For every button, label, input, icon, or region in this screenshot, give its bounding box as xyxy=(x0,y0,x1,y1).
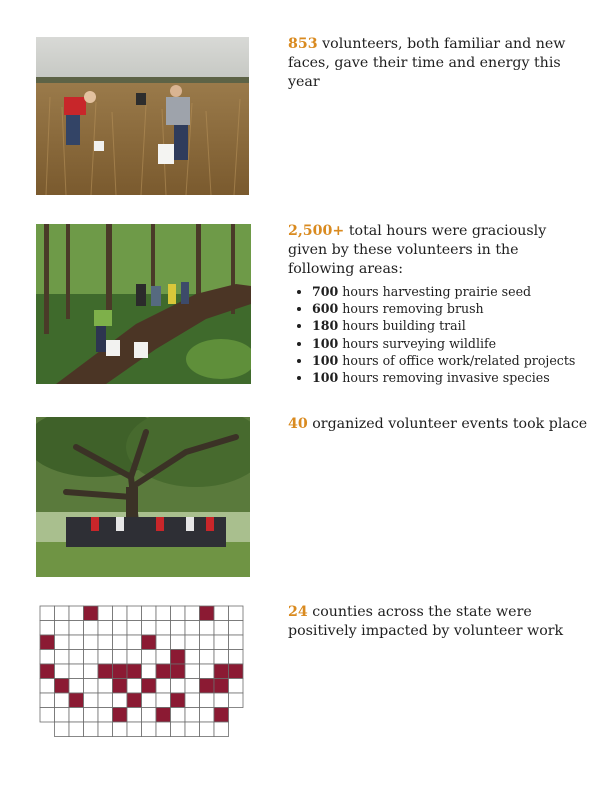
county xyxy=(98,722,113,737)
county xyxy=(84,621,99,636)
hours-value: 100 xyxy=(312,352,339,368)
hours-label: hours surveying wildlife xyxy=(338,335,497,351)
county xyxy=(185,708,200,723)
county xyxy=(40,693,55,708)
county xyxy=(156,693,171,708)
county xyxy=(185,693,200,708)
county-highlighted xyxy=(40,664,55,679)
county xyxy=(142,621,157,636)
hours-label: hours building trail xyxy=(338,318,466,334)
county xyxy=(113,606,128,621)
stat-number: 40 xyxy=(288,416,308,432)
county xyxy=(214,693,229,708)
county-highlighted xyxy=(142,635,157,650)
county xyxy=(113,650,128,665)
county xyxy=(55,664,70,679)
county xyxy=(229,650,244,665)
county xyxy=(171,621,186,636)
hours-value: 180 xyxy=(312,318,339,334)
photo-volunteer-group xyxy=(36,417,250,577)
county xyxy=(69,621,84,636)
county xyxy=(229,606,244,621)
county xyxy=(142,664,157,679)
county xyxy=(55,635,70,650)
county xyxy=(55,606,70,621)
list-item xyxy=(312,369,588,386)
stat-events xyxy=(288,415,588,434)
county xyxy=(69,722,84,737)
county xyxy=(171,606,186,621)
stat-counties xyxy=(288,603,588,641)
hours-value: 100 xyxy=(312,370,339,386)
county xyxy=(214,606,229,621)
county xyxy=(69,664,84,679)
county xyxy=(55,722,70,737)
stat-text: volunteers, both familiar and new faces, gave their time and energy this year xyxy=(288,36,566,90)
county xyxy=(40,708,55,723)
county xyxy=(200,650,215,665)
county xyxy=(214,635,229,650)
county-highlighted xyxy=(55,679,70,694)
county xyxy=(84,722,99,737)
county xyxy=(84,664,99,679)
county xyxy=(55,621,70,636)
county xyxy=(40,650,55,665)
county xyxy=(98,635,113,650)
county-highlighted xyxy=(113,708,128,723)
county xyxy=(156,635,171,650)
county xyxy=(156,606,171,621)
county xyxy=(185,621,200,636)
county xyxy=(113,722,128,737)
county xyxy=(229,635,244,650)
county xyxy=(156,650,171,665)
county xyxy=(84,693,99,708)
county xyxy=(142,606,157,621)
list-item xyxy=(312,335,588,352)
county xyxy=(229,679,244,694)
county xyxy=(40,621,55,636)
county xyxy=(84,679,99,694)
county xyxy=(214,650,229,665)
county-highlighted xyxy=(127,664,142,679)
hours-breakdown-list xyxy=(288,283,588,386)
county xyxy=(69,708,84,723)
county-highlighted xyxy=(171,664,186,679)
county xyxy=(171,722,186,737)
county xyxy=(200,722,215,737)
county xyxy=(55,693,70,708)
county-highlighted xyxy=(69,693,84,708)
county xyxy=(171,679,186,694)
county-highlighted xyxy=(200,606,215,621)
county xyxy=(55,650,70,665)
county xyxy=(156,722,171,737)
county xyxy=(200,664,215,679)
iowa-county-map xyxy=(36,602,248,748)
county xyxy=(127,650,142,665)
county xyxy=(171,635,186,650)
county xyxy=(127,679,142,694)
county xyxy=(229,693,244,708)
hours-label: hours removing invasive species xyxy=(338,370,550,386)
county xyxy=(84,635,99,650)
stat-text: organized volunteer events took place xyxy=(307,416,588,432)
hours-value: 600 xyxy=(312,301,339,317)
county xyxy=(127,722,142,737)
county xyxy=(40,606,55,621)
county xyxy=(185,650,200,665)
county xyxy=(156,621,171,636)
county xyxy=(55,708,70,723)
county xyxy=(69,650,84,665)
county xyxy=(84,650,99,665)
county-highlighted xyxy=(171,693,186,708)
stat-text: counties across the state were positively impacted by volunteer work xyxy=(288,604,564,639)
county xyxy=(142,708,157,723)
hours-label: hours removing brush xyxy=(338,301,484,317)
county xyxy=(142,650,157,665)
hours-value: 700 xyxy=(312,284,339,299)
hours-label: hours of office work/related projects xyxy=(338,352,576,368)
hours-value: 100 xyxy=(312,335,339,351)
county xyxy=(127,606,142,621)
stat-hours xyxy=(288,222,588,386)
county xyxy=(127,708,142,723)
county-highlighted xyxy=(214,664,229,679)
photo-trail-building xyxy=(36,224,251,384)
county xyxy=(69,679,84,694)
county xyxy=(229,621,244,636)
stat-number: 853 xyxy=(288,36,318,52)
stat-number: 2,500+ xyxy=(288,223,345,239)
county xyxy=(69,635,84,650)
county xyxy=(113,693,128,708)
county xyxy=(214,621,229,636)
county xyxy=(200,621,215,636)
county-highlighted xyxy=(214,679,229,694)
county-highlighted xyxy=(156,708,171,723)
photo-prairie-harvest xyxy=(36,37,249,195)
county xyxy=(84,708,99,723)
stat-volunteers xyxy=(288,35,588,92)
county xyxy=(185,606,200,621)
county-highlighted xyxy=(113,664,128,679)
county xyxy=(200,708,215,723)
county-highlighted xyxy=(127,693,142,708)
county-highlighted xyxy=(142,679,157,694)
county xyxy=(127,635,142,650)
county xyxy=(98,650,113,665)
county xyxy=(171,708,186,723)
county xyxy=(185,635,200,650)
county xyxy=(113,621,128,636)
county-highlighted xyxy=(84,606,99,621)
county xyxy=(98,679,113,694)
county xyxy=(156,679,171,694)
county xyxy=(113,635,128,650)
list-item xyxy=(312,352,588,369)
county-highlighted xyxy=(98,664,113,679)
county-highlighted xyxy=(214,708,229,723)
county xyxy=(98,708,113,723)
county-highlighted xyxy=(156,664,171,679)
county-highlighted xyxy=(40,635,55,650)
list-item xyxy=(312,300,588,317)
county xyxy=(214,722,229,737)
county-highlighted xyxy=(200,679,215,694)
county xyxy=(185,664,200,679)
list-item xyxy=(312,317,588,334)
county-highlighted xyxy=(229,664,244,679)
county xyxy=(127,621,142,636)
county xyxy=(98,693,113,708)
hours-label: hours harvesting prairie seed xyxy=(338,284,532,299)
county xyxy=(98,621,113,636)
county xyxy=(185,679,200,694)
list-item xyxy=(312,283,588,300)
county xyxy=(142,693,157,708)
county xyxy=(185,722,200,737)
county xyxy=(98,606,113,621)
county-highlighted xyxy=(171,650,186,665)
stat-text: total hours were graciously given by these volunteers in the following areas: xyxy=(288,223,547,277)
county xyxy=(200,635,215,650)
county xyxy=(200,693,215,708)
county-highlighted xyxy=(113,679,128,694)
stat-number: 24 xyxy=(288,604,308,620)
county xyxy=(142,722,157,737)
county xyxy=(40,679,55,694)
county xyxy=(69,606,84,621)
